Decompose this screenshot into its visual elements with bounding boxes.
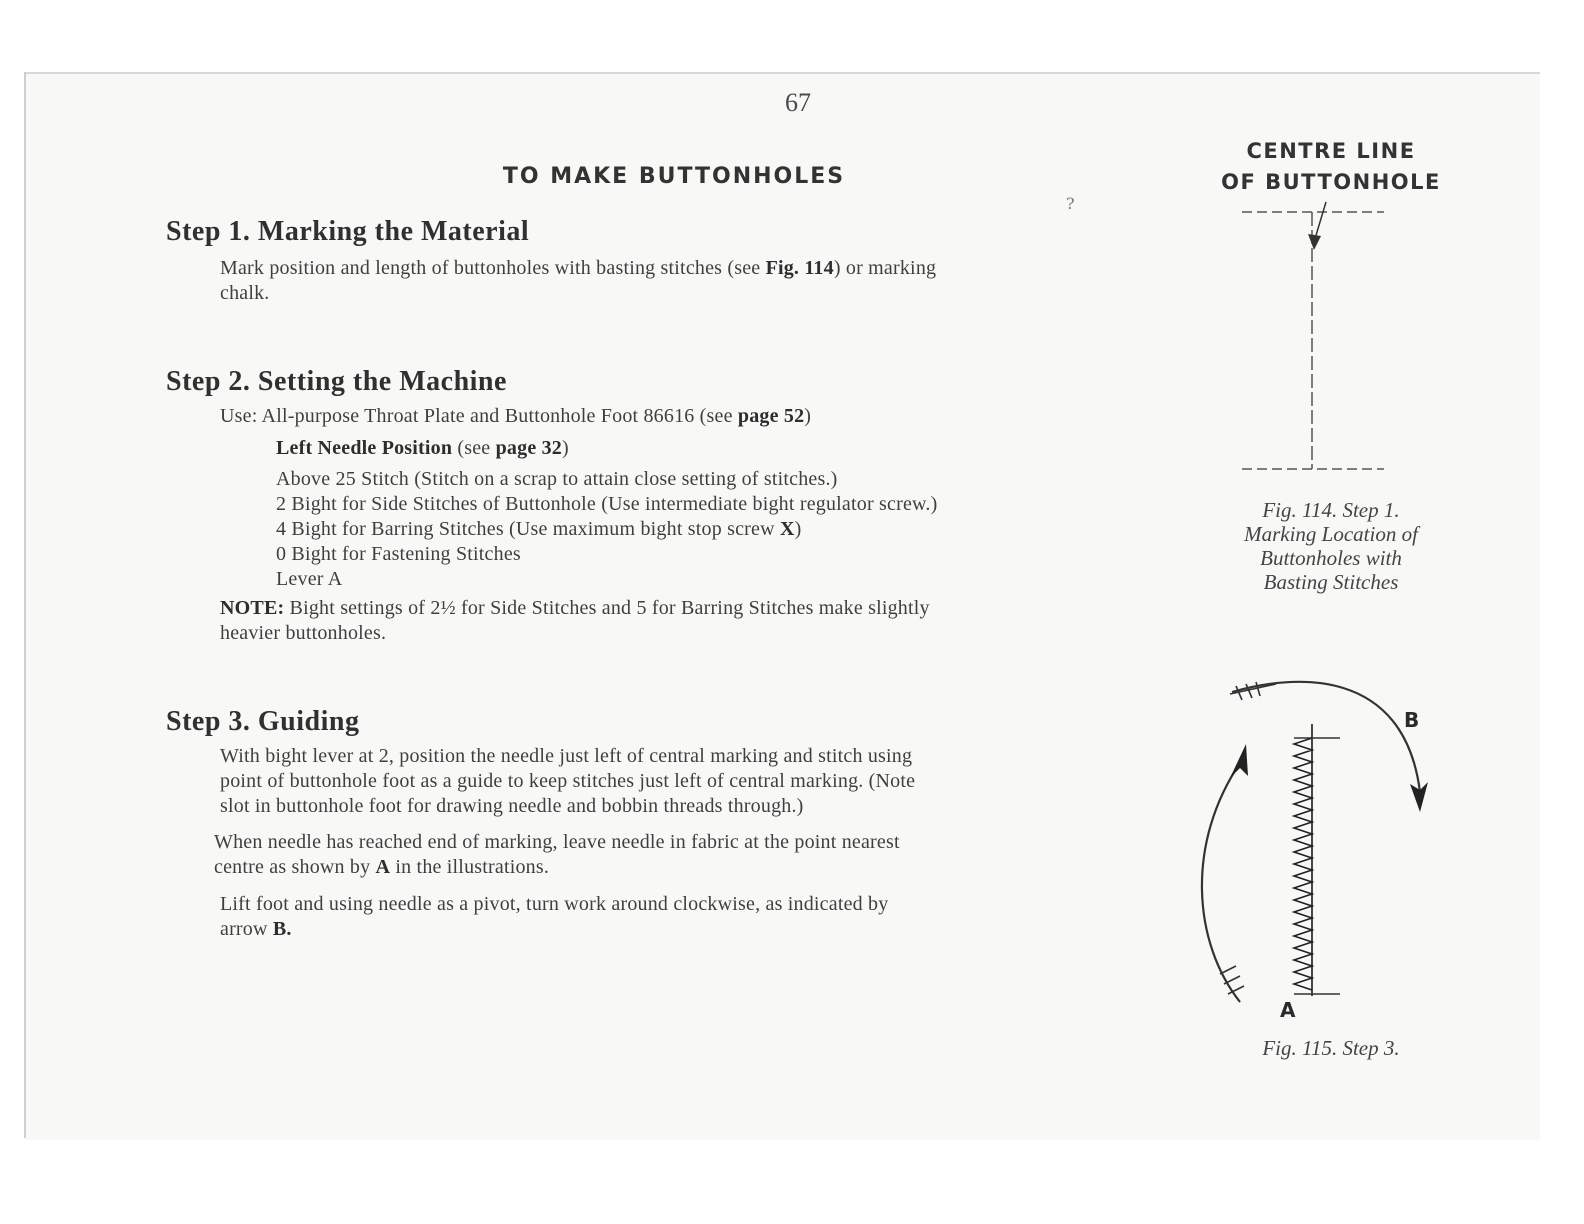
needle-position-label: Left Needle Position	[276, 437, 453, 459]
step3-paragraph-1: With bight lever at 2, position the needle just left of central marking and stitch using point of buttonhole foot as a guide to keep stitches just left of central marking. (Note slot in buttonhole foot for drawing needle and bobbin threads through.)	[220, 745, 916, 817]
figure-115-label-b: B	[1404, 708, 1420, 732]
step2-use-line	[220, 404, 1180, 429]
needle-text-end: )	[562, 437, 569, 459]
setting-barring-bight: 4 Bight for Barring Stitches (Use maximum bight stop screw X)	[276, 518, 802, 540]
step3-heading: Step 3. Guiding	[166, 706, 360, 737]
arrow-b-reference: B.	[272, 918, 292, 940]
use-text-end: )	[804, 405, 812, 427]
step2-heading: Step 2. Setting the Machine	[166, 366, 507, 397]
note-label: NOTE:	[220, 597, 285, 619]
figure-114-caption: Fig. 114. Step 1. Marking Location of Buttonholes with Basting Stitches	[1244, 498, 1418, 594]
page-edge	[24, 72, 26, 1138]
point-a-reference: A	[375, 856, 391, 878]
manual-page	[24, 72, 1540, 1140]
step1-body	[220, 256, 1180, 306]
turn-arrow-top	[1232, 682, 1420, 792]
figure-115-label-a: A	[1280, 998, 1296, 1022]
step1-text-cont: ) or marking	[833, 257, 937, 279]
page-title: TO MAKE BUTTONHOLES	[502, 164, 846, 189]
zigzag-side-stitches	[1294, 738, 1312, 990]
step1-text-end: chalk.	[220, 282, 270, 304]
pointer-arrow-head	[1308, 234, 1321, 250]
step1-text: Mark position and length of buttonholes with basting stitches (see	[220, 257, 766, 279]
step3-paragraph-3: Lift foot and using needle as a pivot, turn work around clockwise, as indicated by arrow B.	[220, 893, 889, 940]
step2-note	[220, 596, 1180, 646]
note-text-end: heavier buttonholes.	[220, 622, 387, 644]
step1-heading: Step 1. Marking the Material	[166, 216, 530, 247]
centre-line-label: CENTRE LINE OF BUTTONHOLE	[1221, 139, 1441, 194]
needle-position-line	[276, 436, 1176, 461]
step3-paragraph-2: When needle has reached end of marking, leave needle in fabric at the point nearest centre as shown by A in the illustrations.	[214, 831, 900, 878]
page52-reference: page 52	[737, 405, 805, 427]
page32-reference: page 32	[495, 437, 562, 459]
note-text: Bight settings of 2½ for Side Stitches and 5 for Barring Stitches make slightly	[284, 597, 930, 619]
setting-fastening-bight: 0 Bight for Fastening Stitches	[276, 543, 521, 565]
setting-stitch: Above 25 Stitch (Stitch on a scrap to attain close setting of stitches.)	[276, 468, 838, 490]
stray-mark: ?	[1066, 194, 1075, 213]
fig114-reference: Fig. 114	[765, 257, 834, 279]
use-text: Use: All-purpose Throat Plate and Buttonhole Foot 86616 (see	[220, 405, 738, 427]
turn-arrow-left	[1202, 760, 1242, 1002]
setting-lever: Lever A	[276, 568, 343, 590]
setting-side-bight: 2 Bight for Side Stitches of Buttonhole (Use intermediate bight regulator screw.)	[276, 493, 938, 515]
screw-x-label: X	[779, 518, 795, 540]
figure-114-diagram	[1234, 194, 1394, 479]
figure-115-caption: Fig. 115. Step 3.	[1262, 1036, 1400, 1060]
needle-text: (see	[452, 437, 496, 459]
arrow-left-head	[1230, 744, 1248, 778]
settings-list	[276, 467, 1176, 592]
page-number: 67	[785, 88, 811, 117]
